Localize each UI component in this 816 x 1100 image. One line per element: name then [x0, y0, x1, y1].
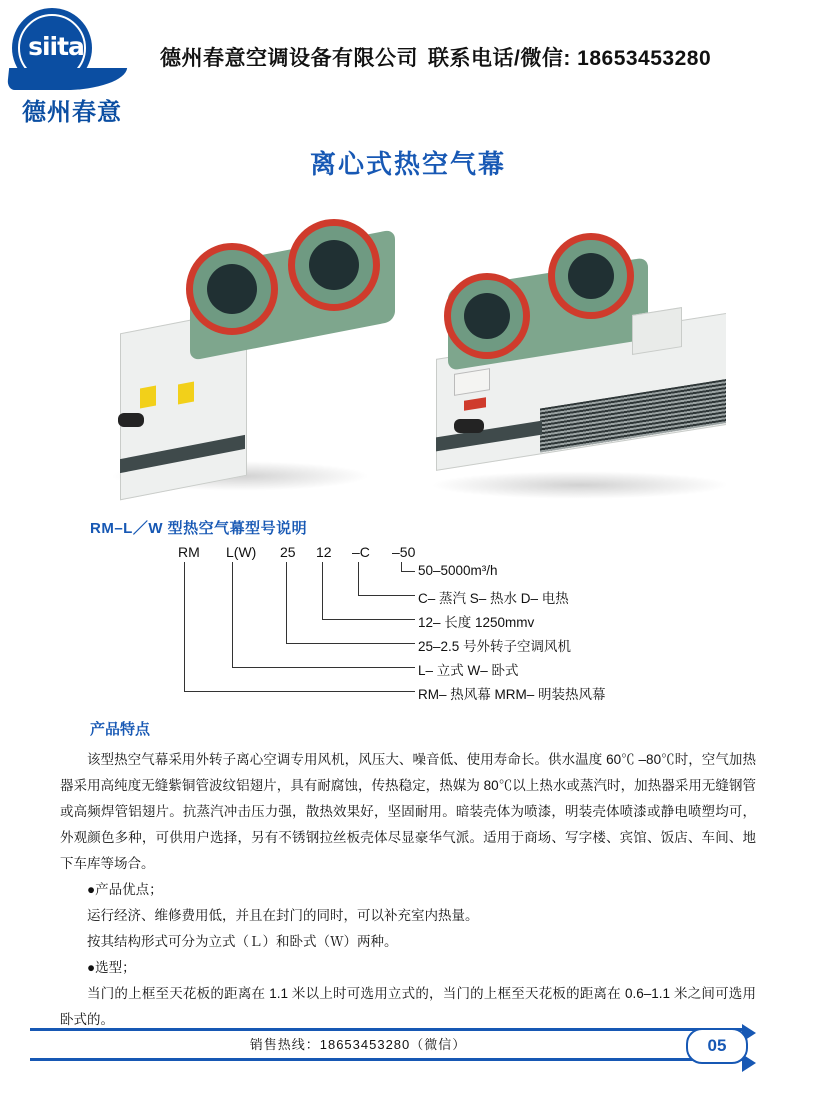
- photo2-pipe-knob: [454, 419, 484, 433]
- logo-swoosh-shape: [7, 68, 127, 90]
- model-code-diagram: [90, 544, 816, 704]
- model-code-lw: L(W): [226, 544, 257, 560]
- photo1-blower-drum-left: [186, 243, 278, 335]
- leader-h-6: [401, 571, 415, 572]
- model-code-25: 25: [280, 544, 296, 560]
- leader-v-4: [322, 562, 323, 620]
- page-number-badge: 05: [686, 1028, 748, 1064]
- feature-paragraph-5: ●选型；: [87, 960, 136, 975]
- feature-paragraph-6: 当门的上框至天花板的距离在 1.1 米以上时可选用立式的，当门的上框至天花板的距离在 0.6–1.1 米之间可选用卧式的。: [60, 986, 756, 1027]
- model-code-c: –C: [352, 544, 370, 560]
- contact-info: 联系电话/微信: 18653453280: [428, 47, 712, 70]
- leader-h-3: [286, 643, 415, 644]
- product-photo-2: [420, 201, 726, 501]
- leader-v-1: [184, 562, 185, 692]
- product-photo-1: [90, 201, 396, 501]
- page-footer: [0, 1028, 816, 1074]
- leader-h-4: [322, 619, 415, 620]
- company-name: 德州春意空调设备有限公司: [160, 47, 418, 70]
- model-desc-orientation: L– 立式 W– 卧式: [418, 663, 519, 678]
- feature-paragraph-1: 该型热空气幕采用外转子离心空调专用风机，风压大、噪音低、使用寿命长。供水温度 60℃ –80℃时，空气加热器采用高纯度无缝紫铜管波纹铝翅片，具有耐腐蚀，传热稳定，热媒为 80℃以上热水或蒸汽时，加热器采用无缝钢管或高频焊管铝翅片。抗蒸汽冲击压力强，散热效果好，坚固耐用。暗装壳体为喷漆，明装壳体喷漆或静电喷塑均可，外观颜色多种，可供用户选择，另有不锈钢拉丝板壳体尽显豪华气派。适用于商场、写字楼、宾馆、饭店、车间、地下车库等场合。: [60, 752, 756, 871]
- model-code-50: –50: [392, 544, 416, 560]
- features-body: [60, 747, 756, 1033]
- feature-paragraph-4: 按其结构形式可分为立式（Ｌ）和卧式（Ｗ）两种。: [87, 934, 398, 949]
- leader-h-5: [358, 595, 415, 596]
- page-header: [0, 0, 816, 128]
- model-code-12: 12: [316, 544, 332, 560]
- leader-h-1: [184, 691, 415, 692]
- feature-paragraph-2: ●产品优点；: [87, 882, 163, 897]
- features-heading: 产品特点: [90, 721, 151, 738]
- photo2-control-box: [632, 307, 682, 355]
- page-title: 离心式热空气幕: [309, 149, 506, 179]
- photo2-shadow: [430, 471, 726, 499]
- photo2-drum-core-right: [568, 253, 614, 299]
- logo-brand-en: siita: [28, 32, 84, 61]
- photo1-warning-label-1: [140, 385, 156, 408]
- model-desc-airflow: 50–5000m³/h: [418, 563, 498, 578]
- model-desc-series: RM– 热风幕 MRM– 明装热风幕: [418, 687, 606, 702]
- leader-h-2: [232, 667, 415, 668]
- company-logo: [8, 6, 128, 124]
- model-desc-fan: 25–2.5 号外转子空调风机: [418, 639, 572, 654]
- photo1-drum-core-left: [207, 264, 257, 314]
- photo1-blower-drum-right: [288, 219, 380, 311]
- leader-v-5: [358, 562, 359, 596]
- photo2-blower-drum-right: [548, 233, 634, 319]
- model-desc-medium: C– 蒸汽 S– 热水 D– 电热: [418, 591, 569, 606]
- model-desc-length: 12– 长度 1250mmv: [418, 615, 535, 630]
- footer-rule-bottom: [30, 1058, 746, 1061]
- leader-v-3: [286, 562, 287, 644]
- leader-v-2: [232, 562, 233, 668]
- photo2-drum-core-left: [464, 293, 510, 339]
- model-code-rm: RM: [178, 544, 200, 560]
- model-section-heading: RM–L／W 型热空气幕型号说明: [90, 520, 308, 537]
- photo2-blower-drum-left: [444, 273, 530, 359]
- logo-brand-cn: 德州春意: [22, 99, 122, 126]
- photo1-pipe-knob: [118, 413, 144, 427]
- photo1-warning-label-2: [178, 381, 194, 404]
- footer-rule-top: [30, 1028, 746, 1031]
- photo1-drum-core-right: [309, 240, 359, 290]
- product-photo-gallery: [90, 201, 726, 501]
- footer-hotline: 销售热线：18653453280（微信）: [249, 1037, 467, 1052]
- feature-paragraph-3: 运行经济、维修费用低，并且在封门的同时，可以补充室内热量。: [87, 908, 479, 923]
